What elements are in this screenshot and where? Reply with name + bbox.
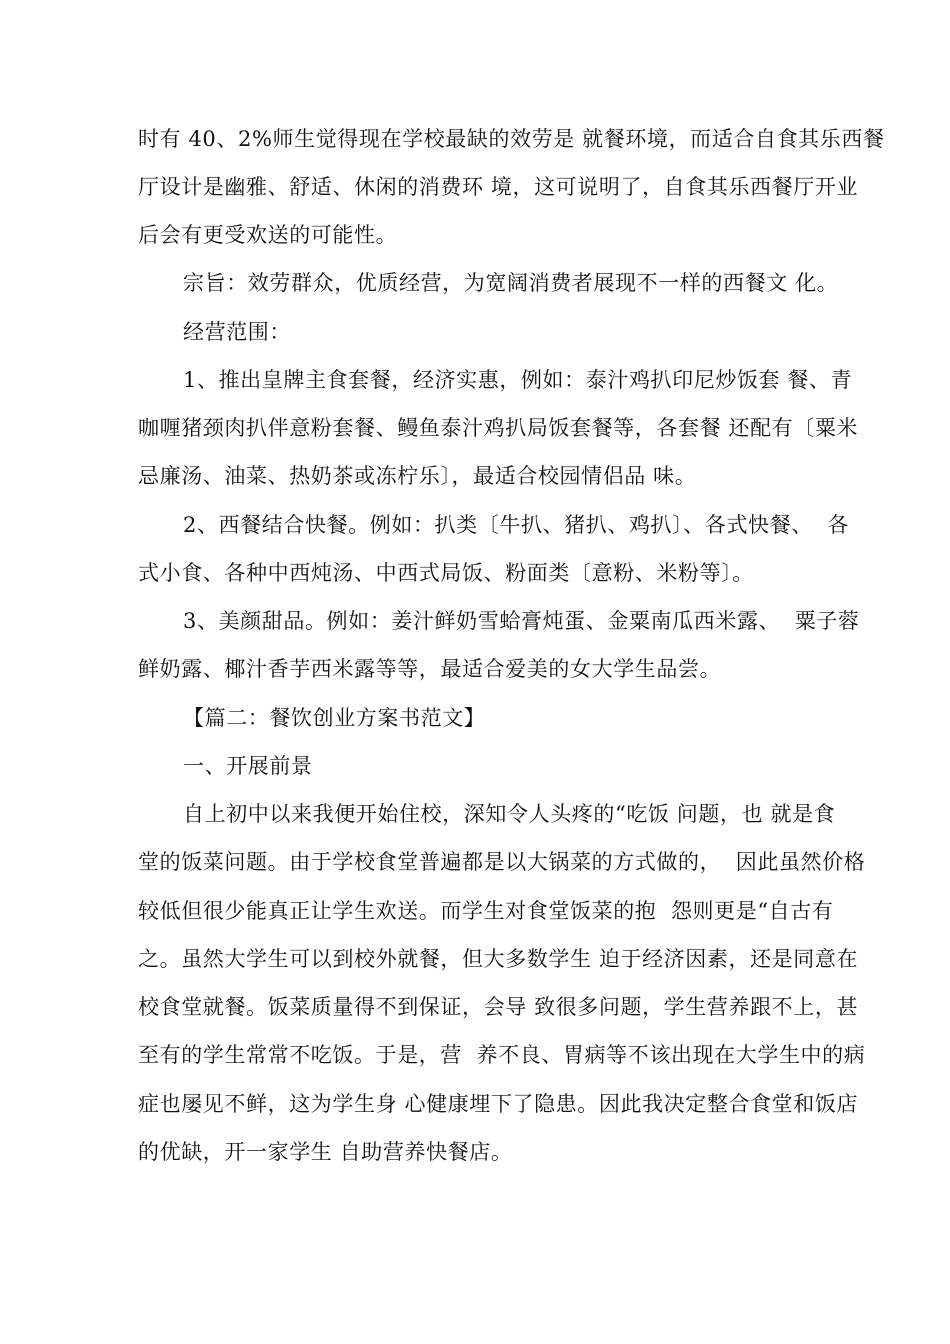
paragraph-line: 之。虽然大学生可以到校外就餐，但大多数学生 迫于经济因素，还是同意在: [138, 947, 859, 971]
section-label: 经营范围：: [183, 320, 291, 344]
paragraph-line: 至有的学生常常不吃饭。于是，营 养不良、胃病等不该出现在大学生中的病: [138, 1043, 866, 1067]
paragraph-line: 厅设计是幽雅、舒适、休闲的消费环 境，这可说明了，自食其乐西餐厅开业: [138, 175, 859, 199]
paragraph-line: 自上初中以来我便开始住校，深知令人头疼的“吃饭 问题，也 就是食: [183, 802, 836, 826]
paragraph-line: 堂的饭菜问题。由于学校食堂普遍都是以大锅菜的方式做的， 因此虽然价格: [138, 850, 866, 874]
paragraph-line: 症也屡见不鲜，这为学生身 心健康埋下了隐患。因此我决定整合食堂和饭店: [138, 1092, 859, 1116]
paragraph-line: 校食堂就餐。饭菜质量得不到保证，会导 致很多问题，学生营养跟不上，甚: [138, 995, 859, 1019]
paragraph-line: 鲜奶露、椰汁香芋西米露等等，最适合爱美的女大学生品尝。: [138, 657, 722, 681]
paragraph-line: 3、美颜甜品。例如：姜汁鲜奶雪蛤膏炖蛋、金粟南瓜西米露、 粟子蓉: [183, 609, 860, 633]
paragraph-line: 宗旨：效劳群众，优质经营，为宽阔消费者展现不一样的西餐文 化。: [183, 271, 839, 295]
paragraph-line: 1、推出皇牌主食套餐，经济实惠，例如：泰汁鸡扒印尼炒饭套 餐、青: [183, 368, 853, 392]
subsection-heading: 一、开展前景: [183, 754, 313, 778]
paragraph-line: 的优缺，开一家学生 自助营养快餐店。: [138, 1140, 513, 1164]
paragraph-line: 忌廉汤、油菜、热奶茶或冻柠乐〕，最适合校园情侣品 味。: [138, 464, 697, 488]
paragraph-line: 咖喱猪颈肉扒伴意粉套餐、鳗鱼泰汁鸡扒局饭套餐等，各套餐 还配有〔粟米: [138, 416, 859, 440]
paragraph-line: 时有 40、2%师生觉得现在学校最缺的效劳是 就餐环境，而适合自食其乐西餐: [138, 127, 885, 151]
paragraph-line: 2、西餐结合快餐。例如：扒类〔牛扒、猪扒、鸡扒〕、各式快餐、 各: [183, 513, 850, 537]
paragraph-line: 较低但很少能真正让学生欢送。而学生对食堂饭菜的抱 怨则更是“自古有: [138, 899, 834, 923]
paragraph-line: 后会有更受欢送的可能性。: [138, 223, 398, 247]
section-heading: 【篇二：餐饮创业方案书范文】: [183, 706, 486, 730]
paragraph-line: 式小食、各种中西炖汤、中西式局饭、粉面类〔意粉、米粉等〕。: [138, 561, 754, 585]
